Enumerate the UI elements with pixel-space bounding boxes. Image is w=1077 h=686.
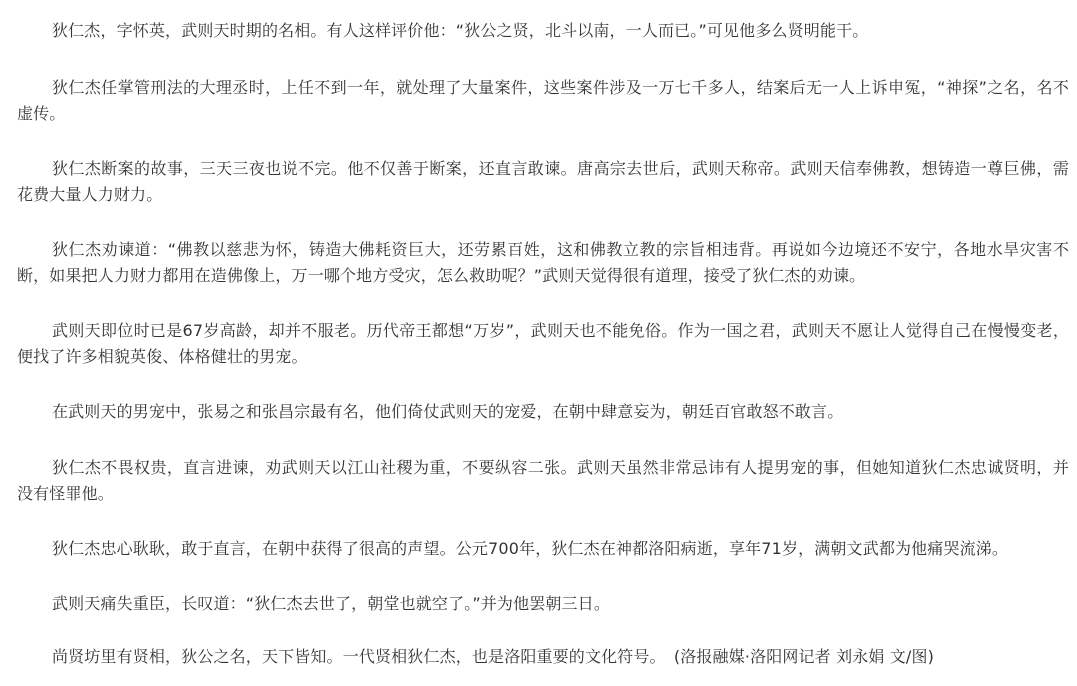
article-paragraph: 狄仁杰，字怀英，武则天时期的名相。有人这样评价他：“狄公之贤，北斗以南，一人而已。”可见他多么贤明能干。 <box>52 21 869 40</box>
article-paragraph: 狄仁杰忠心耿耿，敢于直言，在朝中获得了很高的声望。公元700年，狄仁杰在神都洛阳病逝，享年71岁，满朝文武都为他痛哭流涕。 <box>52 539 1009 558</box>
article-paragraph: 狄仁杰劝谏道：“佛教以慈悲为怀，铸造大佛耗资巨大，还劳累百姓，这和佛教立教的宗旨相违背。再说如今边境还不安宁，各地水旱灾害不断，如果把人力财力都用在造佛像上，万一哪个地方受灾，怎么救助呢？”武则天觉得很有道理，接受了狄仁杰的劝谏。 <box>17 240 1069 285</box>
article-paragraph: 尚贤坊里有贤相，狄公之名，天下皆知。一代贤相狄仁杰，也是洛阳重要的文化符号。 (洛报融媒·洛阳网记者 刘永娟 文/图) <box>52 647 934 666</box>
article-paragraph: 武则天痛失重臣，长叹道：“狄仁杰去世了，朝堂也就空了。”并为他罢朝三日。 <box>52 594 610 613</box>
article-paragraph: 武则天即位时已是67岁高龄，却并不服老。历代帝王都想“万岁”，武则天也不能免俗。作为一国之君，武则天不愿让人觉得自己在慢慢变老，便找了许多相貌英俊、体格健壮的男宠。 <box>17 321 1069 366</box>
article-paragraph: 在武则天的男宠中，张易之和张昌宗最有名，他们倚仗武则天的宠爱，在朝中肆意妄为，朝廷百官敢怒不敢言。 <box>52 402 844 421</box>
article-paragraph: 狄仁杰断案的故事，三天三夜也说不完。他不仅善于断案，还直言敢谏。唐高宗去世后，武则天称帝。武则天信奉佛教，想铸造一尊巨佛，需花费大量人力财力。 <box>17 159 1069 204</box>
article-paragraph: 狄仁杰不畏权贵，直言进谏，劝武则天以江山社稷为重，不要纵容二张。武则天虽然非常忌讳有人提男宠的事，但她知道狄仁杰忠诚贤明，并没有怪罪他。 <box>17 458 1069 503</box>
article-paragraph: 狄仁杰任掌管刑法的大理丞时，上任不到一年，就处理了大量案件，这些案件涉及一万七千多人，结案后无一人上诉申冤，“神探”之名，名不虚传。 <box>17 78 1069 123</box>
